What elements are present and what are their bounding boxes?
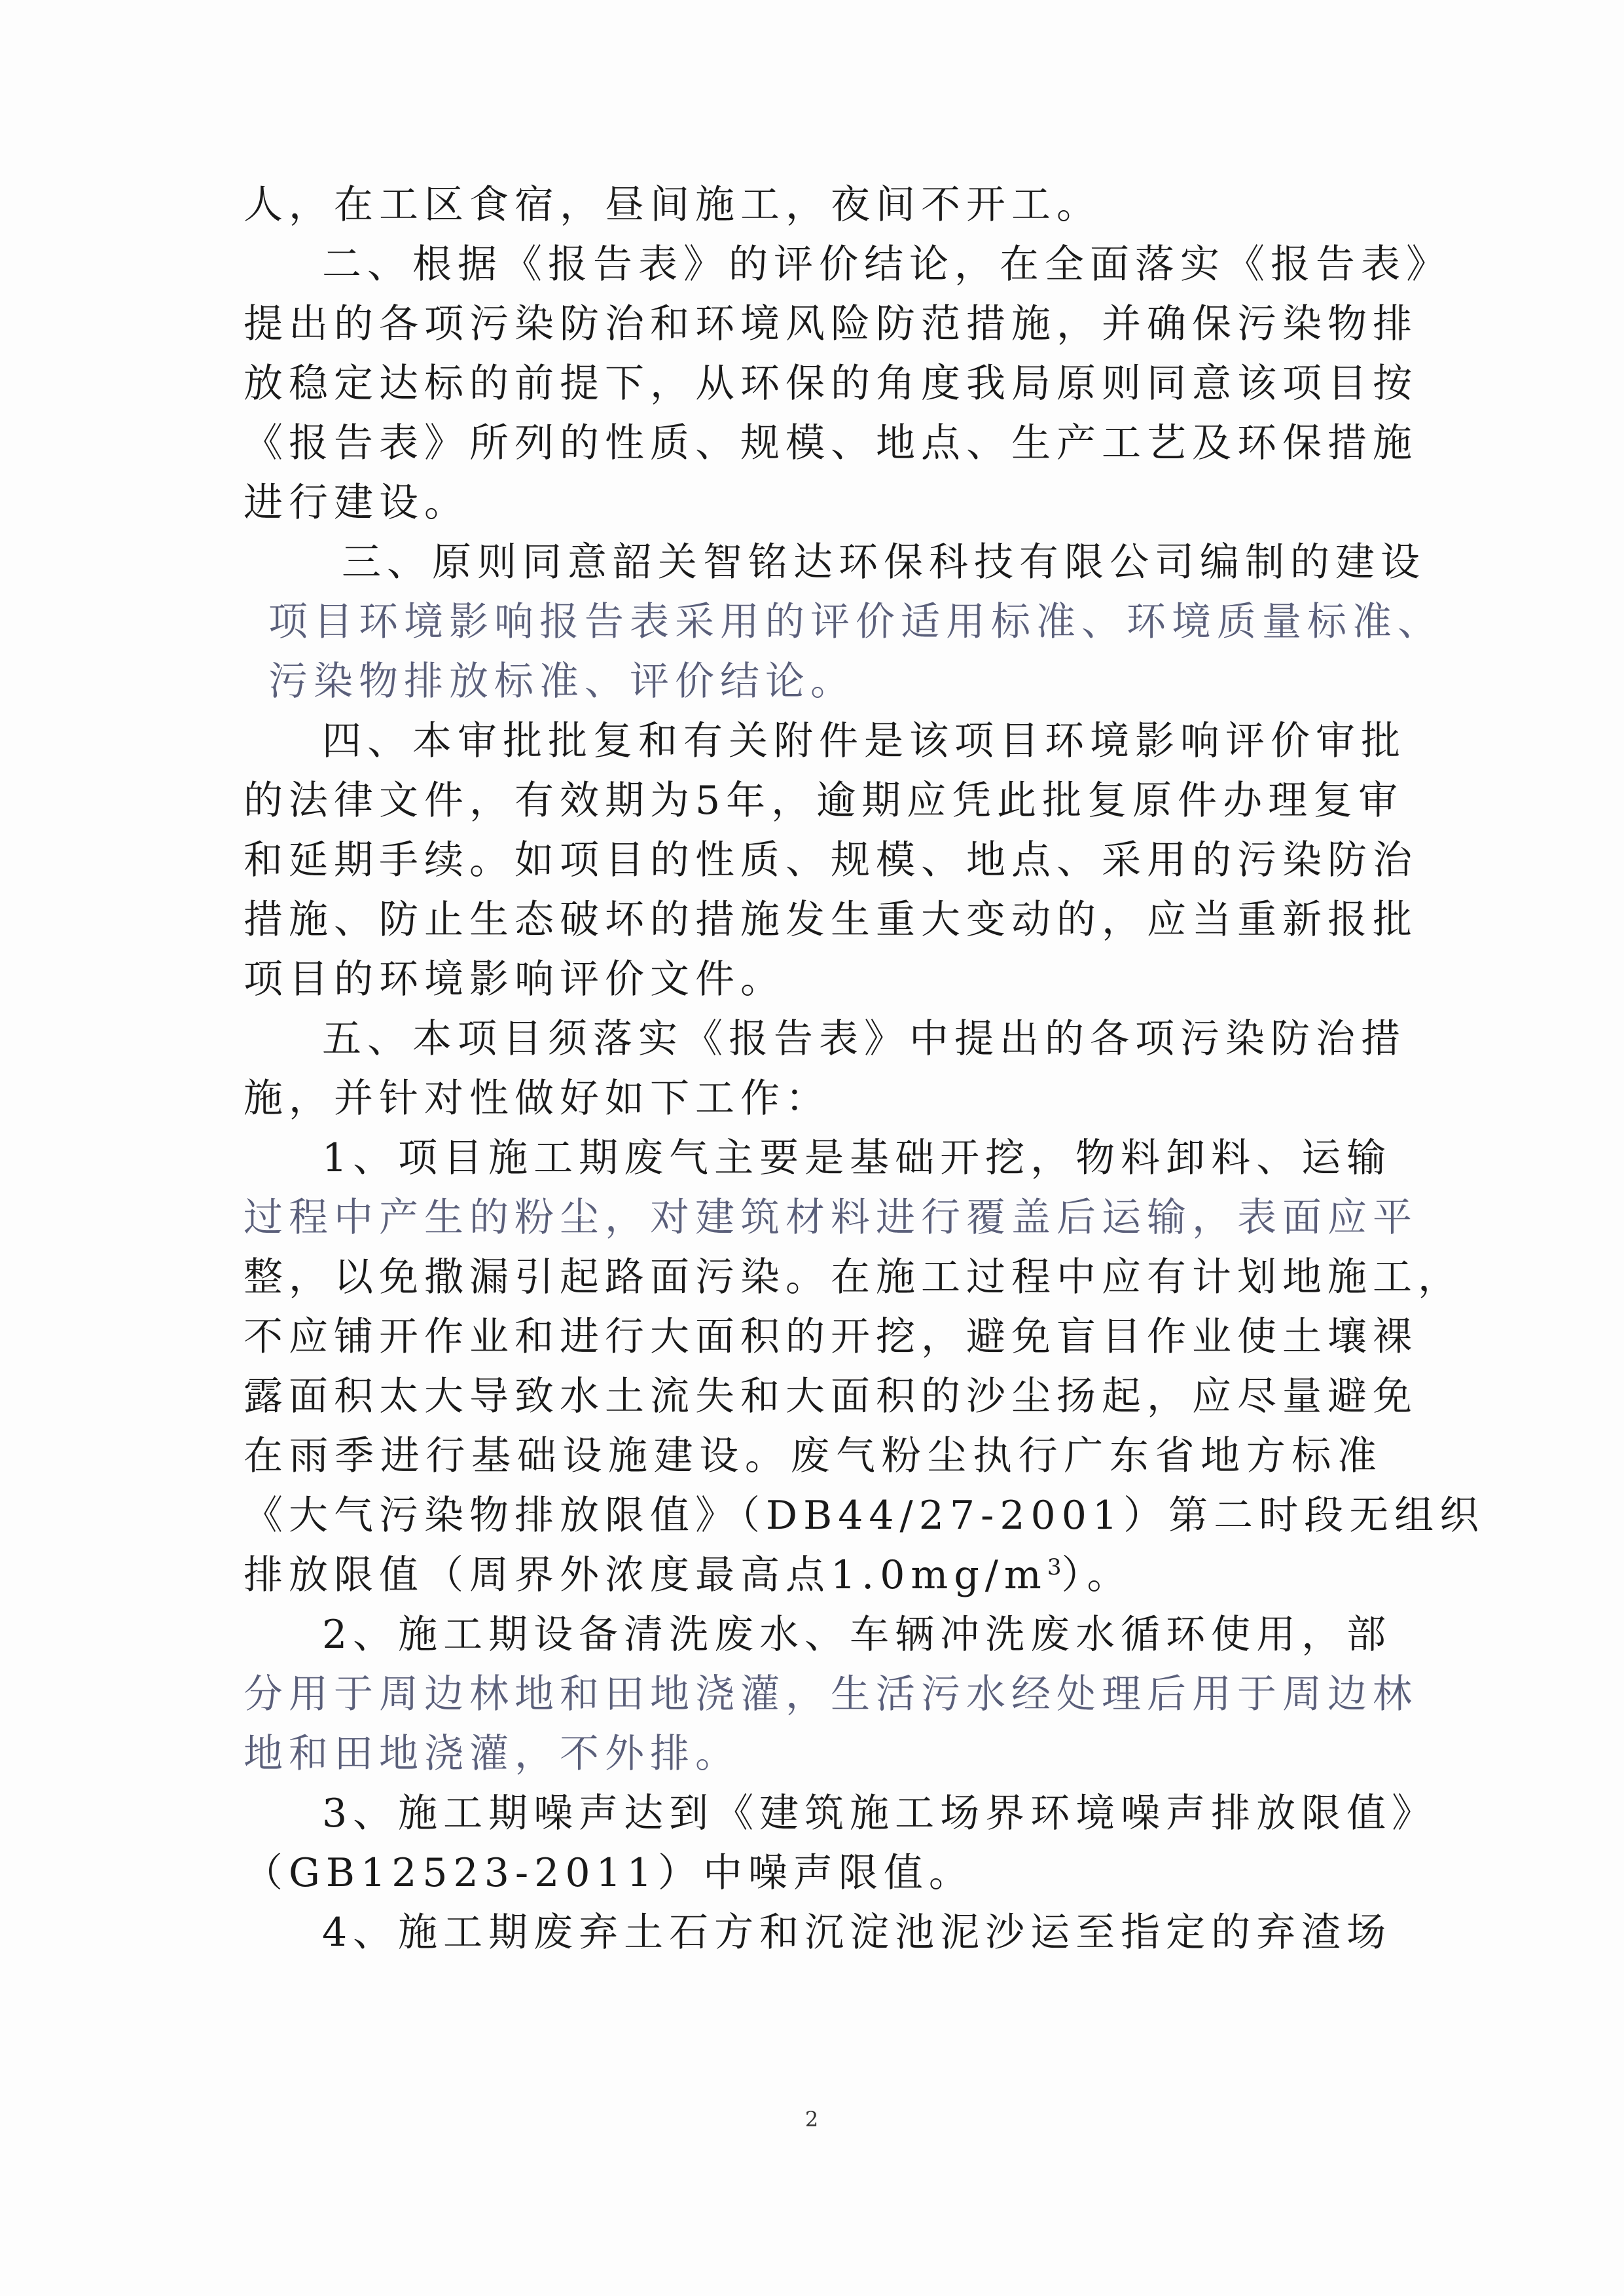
text-line: 过程中产生的粉尘，对建筑材料进行覆盖后运输，表面应平 (244, 1195, 1418, 1241)
section-four-line: 四、本审批批复和有关附件是该项目环境影响评价审批 (322, 718, 1406, 764)
text-line: 人，在工区食宿，昼间施工，夜间不开工。 (244, 182, 1102, 228)
text-line: 提出的各项污染防治和环境风险防范措施，并确保污染物排 (244, 301, 1418, 347)
text-line: 不应铺开作业和进行大面积的开挖，避免盲目作业使土壤裸 (244, 1314, 1418, 1360)
text-line: 《报告表》所列的性质、规模、地点、生产工艺及环保措施 (244, 420, 1418, 466)
text-line: 项目的环境影响评价文件。 (244, 957, 785, 1002)
text-line: 在雨季进行基础设施建设。废气粉尘执行广东省地方标准 (244, 1433, 1382, 1479)
text-line: 露面积太大导致水土流失和大面积的沙尘扬起，应尽量避免 (244, 1374, 1418, 1419)
text-line: 进行建设。 (244, 480, 469, 526)
superscript-cubed: 3 (1047, 1554, 1062, 1580)
section-three-line: 三、原则同意韶关智铭达环保科技有限公司编制的建设 (342, 539, 1426, 585)
text-line: 分用于周边林地和田地浇灌，生活污水经处理后用于周边林 (244, 1671, 1418, 1717)
text-line: 项目环境影响报告表采用的评价适用标准、环境质量标准、 (268, 599, 1443, 645)
item-three-line: 3、施工期噪声达到《建筑施工场界环境噪声排放限值》 (322, 1791, 1437, 1836)
item-two-line: 2、施工期设备清洗废水、车辆冲洗废水循环使用，部 (322, 1612, 1392, 1658)
page-number: 2 (804, 2107, 819, 2132)
text-line: 地和田地浇灌，不外排。 (244, 1731, 740, 1777)
item-four-line: 4、施工期废弃土石方和沉淀池泥沙运至指定的弃渣场 (322, 1910, 1392, 1956)
text-line: 措施、防止生态破坏的措施发生重大变动的，应当重新报批 (244, 897, 1418, 943)
text-line: （GB12523-2011）中噪声限值。 (244, 1850, 974, 1896)
section-five-line: 五、本项目须落实《报告表》中提出的各项污染防治措 (322, 1016, 1406, 1062)
text-line: 污染物排放标准、评价结论。 (268, 659, 856, 704)
text-line-main: 排放限值（周界外浓度最高点1.0mg/m (244, 1552, 1047, 1598)
item-one-line: 1、项目施工期废气主要是基础开挖，物料卸料、运输 (322, 1135, 1392, 1181)
text-line-tail: ）。 (1061, 1552, 1132, 1598)
text-line: 整，以免撒漏引起路面污染。在施工过程中应有计划地施工， (244, 1254, 1463, 1300)
text-line: 放稳定达标的前提下，从环保的角度我局原则同意该项目按 (244, 361, 1418, 407)
text-line: 的法律文件，有效期为5年，逾期应凭此批复原件办理复审 (244, 778, 1404, 824)
text-line: 施，并针对性做好如下工作： (244, 1076, 831, 1121)
text-line-with-unit (244, 1546, 1382, 1605)
section-two-line: 二、根据《报告表》的评价结论，在全面落实《报告表》 (322, 242, 1451, 287)
text-line: 和延期手续。如项目的性质、规模、地点、采用的污染防治 (244, 837, 1418, 883)
document-body (244, 175, 1485, 1963)
text-line: 《大气污染物排放限值》（DB44/27-2001）第二时段无组织 (244, 1493, 1485, 1539)
